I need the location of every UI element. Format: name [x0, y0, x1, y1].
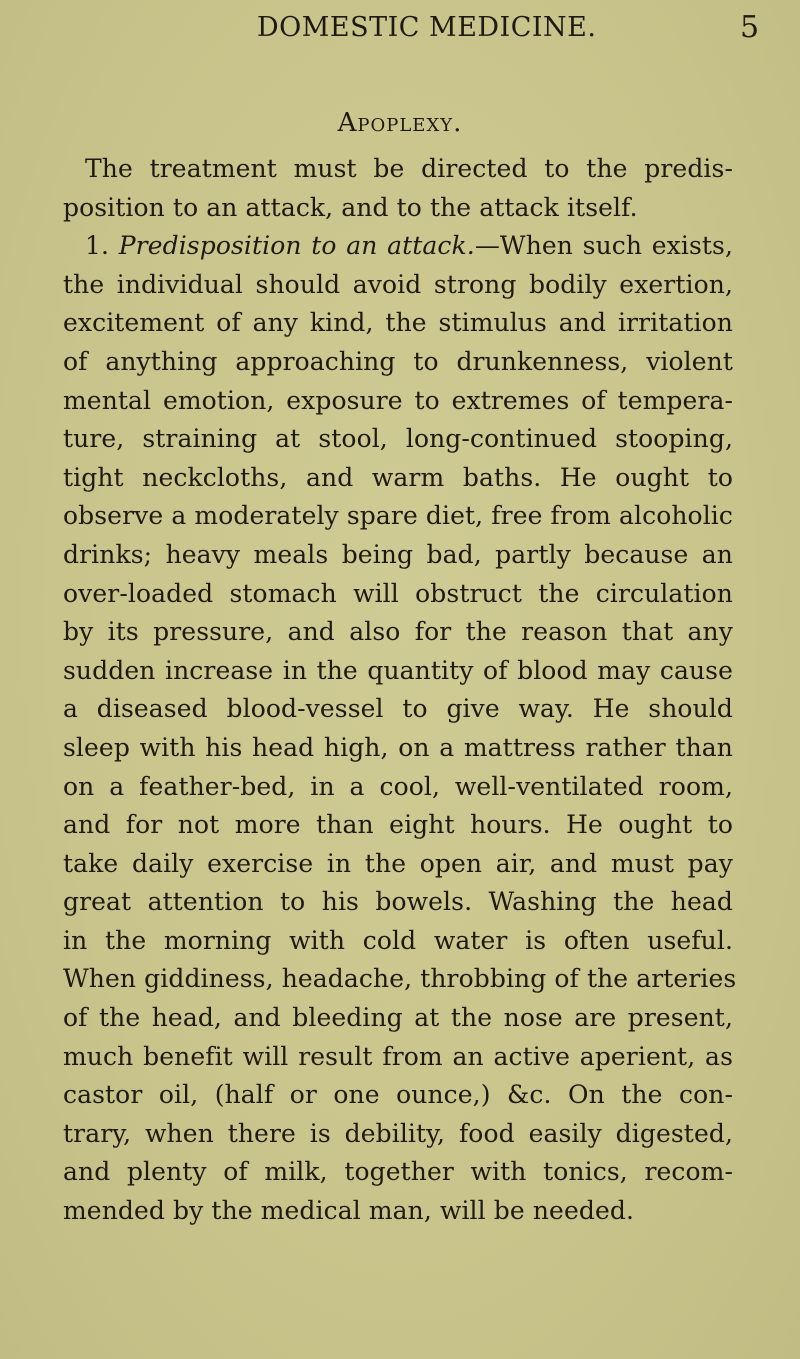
text-line: on a feather-bed, in a cool, well-ventilated room,	[63, 771, 733, 801]
text-line: The treatment must be directed to the predis-	[85, 154, 733, 183]
item-first-line-rest: —When such exists,	[474, 231, 734, 261]
text-line: great attention to his bowels. Washing the head	[63, 887, 733, 917]
text-line: observe a moderately spare diet, free from alcoholic	[63, 501, 733, 531]
running-title: DOMESTIC MEDICINE.	[257, 12, 597, 43]
running-head	[0, 10, 800, 50]
text-line: tight neckcloths, and warm baths. He ought to	[63, 462, 733, 492]
item-number: 1.	[85, 231, 110, 261]
section-heading	[0, 108, 800, 138]
text-line: When giddiness, headache, throbbing of the arteries	[63, 964, 737, 994]
text-line: much benefit will result from an active aperient, as	[63, 1041, 733, 1071]
page-number: 5	[740, 10, 760, 45]
text-line: of anything approaching to drunkenness, violent	[63, 346, 733, 376]
text-line: by its pressure, and also for the reason that any	[63, 617, 733, 647]
text-line: in the morning with cold water is often useful.	[63, 925, 733, 955]
item-1-first-line	[63, 227, 733, 266]
text-line: ture, straining at stool, long-continued stooping,	[63, 424, 733, 454]
item-title: Predisposition to an attack.	[118, 231, 475, 261]
text-line: drinks; heavy meals being bad, partly because an	[63, 539, 733, 569]
text-line: sudden increase in the quantity of blood may cause	[63, 655, 733, 685]
text-line: of the head, and bleeding at the nose are present,	[63, 1003, 733, 1033]
text-line: castor oil, (half or one ounce,) &c. On the con-	[63, 1080, 733, 1110]
text-line: over-loaded stomach will obstruct the circulation	[63, 578, 733, 608]
body-text	[63, 150, 737, 1231]
text-line: and plenty of milk, together with tonics, recom-	[63, 1157, 733, 1187]
text-line: and for not more than eight hours. He ought to	[63, 810, 733, 840]
text-line: take daily exercise in the open air, and must pay	[63, 848, 733, 878]
text-line: trary, when there is debility, food easily digested,	[63, 1118, 733, 1148]
section-heading-text: Apoplexy.	[337, 108, 463, 138]
text-line: excitement of any kind, the stimulus and irritation	[63, 308, 733, 338]
text-line: mended by the medical man, will be needed.	[63, 1196, 634, 1226]
text-line: mental emotion, exposure to extremes of tempera-	[63, 385, 733, 415]
text-line: position to an attack, and to the attack itself.	[63, 192, 638, 222]
text-line: a diseased blood-vessel to give way. He should	[63, 694, 733, 724]
text-line: sleep with his head high, on a mattress rather than	[63, 732, 733, 762]
text-line: the individual should avoid strong bodily exertion,	[63, 269, 733, 299]
